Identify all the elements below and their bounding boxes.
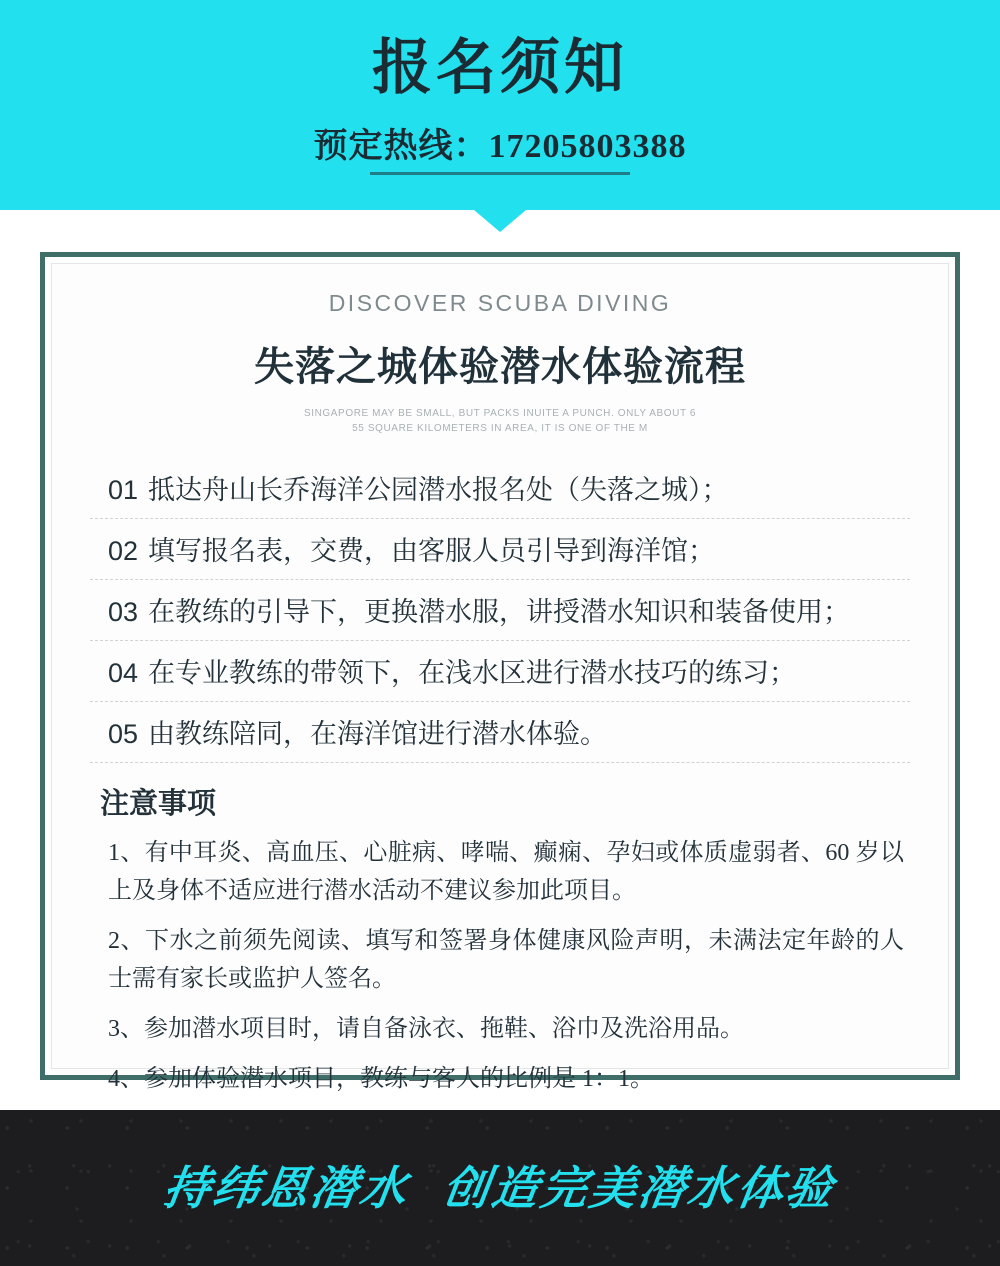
header-banner <box>0 0 1000 210</box>
header-divider <box>370 172 630 175</box>
step-number: 04 <box>108 658 139 688</box>
step-text: 填写报名表，交费，由客服人员引导到海洋馆； <box>148 536 716 566</box>
footer-banner <box>0 1110 1000 1266</box>
hotline-text: 预定热线：17205803388 <box>313 128 687 165</box>
note-item: 3、参加潜水项目时，请自备泳衣、拖鞋、浴巾及洗浴用品。 <box>108 1016 744 1042</box>
content-card-inner <box>51 263 949 1092</box>
step-number: 03 <box>108 597 139 627</box>
list-item <box>90 580 910 641</box>
card-eyebrow: DISCOVER SCUBA DIVING <box>328 290 672 316</box>
page-title: 报名须知 <box>372 33 628 103</box>
card-microcopy-line-2: 55 SQUARE KILOMETERS IN AREA, IT IS ONE OF THE M <box>352 423 648 434</box>
step-text: 在专业教练的带领下，在浅水区进行潜水技巧的练习； <box>148 658 797 688</box>
card-title: 失落之城体验潜水体验流程 <box>254 344 746 390</box>
footer-slogan-left: 持纬恩潜水 <box>160 1161 413 1215</box>
card-microcopy <box>90 406 910 436</box>
step-number: 05 <box>108 719 139 749</box>
step-text: 由教练陪同，在海洋馆进行潜水体验。 <box>148 719 608 749</box>
list-item <box>90 641 910 702</box>
card-microcopy-line-1: SINGAPORE MAY BE SMALL, BUT PACKS INUITE A PUNCH. ONLY ABOUT 6 <box>303 408 697 419</box>
notes-heading: 注意事项 <box>100 788 217 820</box>
step-list <box>90 458 910 763</box>
footer-slogan-right: 创造完美潜水体验 <box>439 1161 839 1215</box>
note-item: 2、下水之前须先阅读、填写和签署身体健康风险声明，未满法定年龄的人士需有家长或监护人签名。 <box>108 928 904 992</box>
footer-slogan <box>0 1152 1000 1218</box>
content-card <box>40 252 960 1092</box>
list-item <box>90 519 910 580</box>
step-number: 01 <box>108 475 139 505</box>
header-notch-arrow <box>474 210 526 232</box>
step-number: 02 <box>108 536 139 566</box>
step-text: 在教练的引导下，更换潜水服，讲授潜水知识和装备使用； <box>148 597 851 627</box>
note-item: 1、有中耳炎、高血压、心脏病、哮喘、癫痫、孕妇或体质虚弱者、60 岁以上及身体不适应进行潜水活动不建议参加此项目。 <box>108 840 904 904</box>
list-item <box>90 702 910 763</box>
step-text: 抵达舟山长乔海洋公园潜水报名处（失落之城）； <box>148 475 729 505</box>
note-item: 4、参加体验潜水项目，教练与客人的比例是 1：1。 <box>108 1066 654 1092</box>
list-item <box>90 458 910 519</box>
